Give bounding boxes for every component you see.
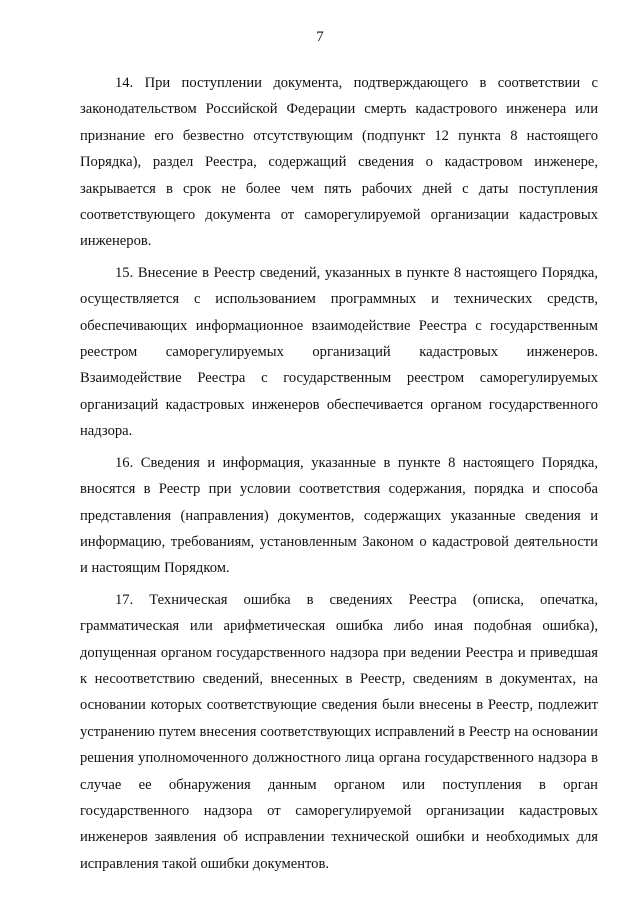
paragraph-14: 14. При поступлении документа, подтверждающего в соответствии с законодательством Российской Федерации смерть кадастрового инженера или признание его безвестно отсутствующим (подпункт 12 пункта 8 настоящего Порядка), раздел Реестра, содержащий сведения о кадастровом инженере, закрывается в срок не более чем пять рабочих дней с даты поступления соответствующего документа от саморегулируемой организации кадастровых инженеров. <box>80 75 598 250</box>
page-number: 7 <box>316 29 324 45</box>
document-body <box>80 70 598 882</box>
paragraph-15: 15. Внесение в Реестр сведений, указанных в пункте 8 настоящего Порядка, осуществляется с использованием программных и технических средств, обеспечивающих информационное взаимодействие Реестра с государственным реестром саморегулируемых организаций кадастровых инженеров. Взаимодействие Реестра с государственным реестром саморегулируемых организаций кадастровых инженеров обеспечивается органом государственного надзора. <box>80 264 598 440</box>
paragraph-16: 16. Сведения и информация, указанные в пункте 8 настоящего Порядка, вносятся в Реестр при условии соответствия содержания, порядка и способа представления (направления) документов, содержащих указанные сведения и информацию, требованиям, установленным Законом о кадастровой деятельности и настоящим Порядком. <box>80 454 598 577</box>
paragraph-17: 17. Техническая ошибка в сведениях Реестра (описка, опечатка, грамматическая или арифметическая ошибка либо иная подобная ошибка), допущенная органом государственного надзора при ведении Реестра и приведшая к несоответствию сведений, внесенных в Реестр, сведениям в документах, на основании которых соответствующие сведения были внесены в Реестр, подлежит устранению путем внесения соответствующих исправлений в Реестр на основании решения уполномоченного должностного лица органа государственного надзора в случае ее обнаружения данным органом или поступления в орган государственного надзора от саморегулируемой организации кадастровых инженеров заявления об исправлении технической ошибки и необходимых для исправления такой ошибки документов. <box>80 591 598 872</box>
